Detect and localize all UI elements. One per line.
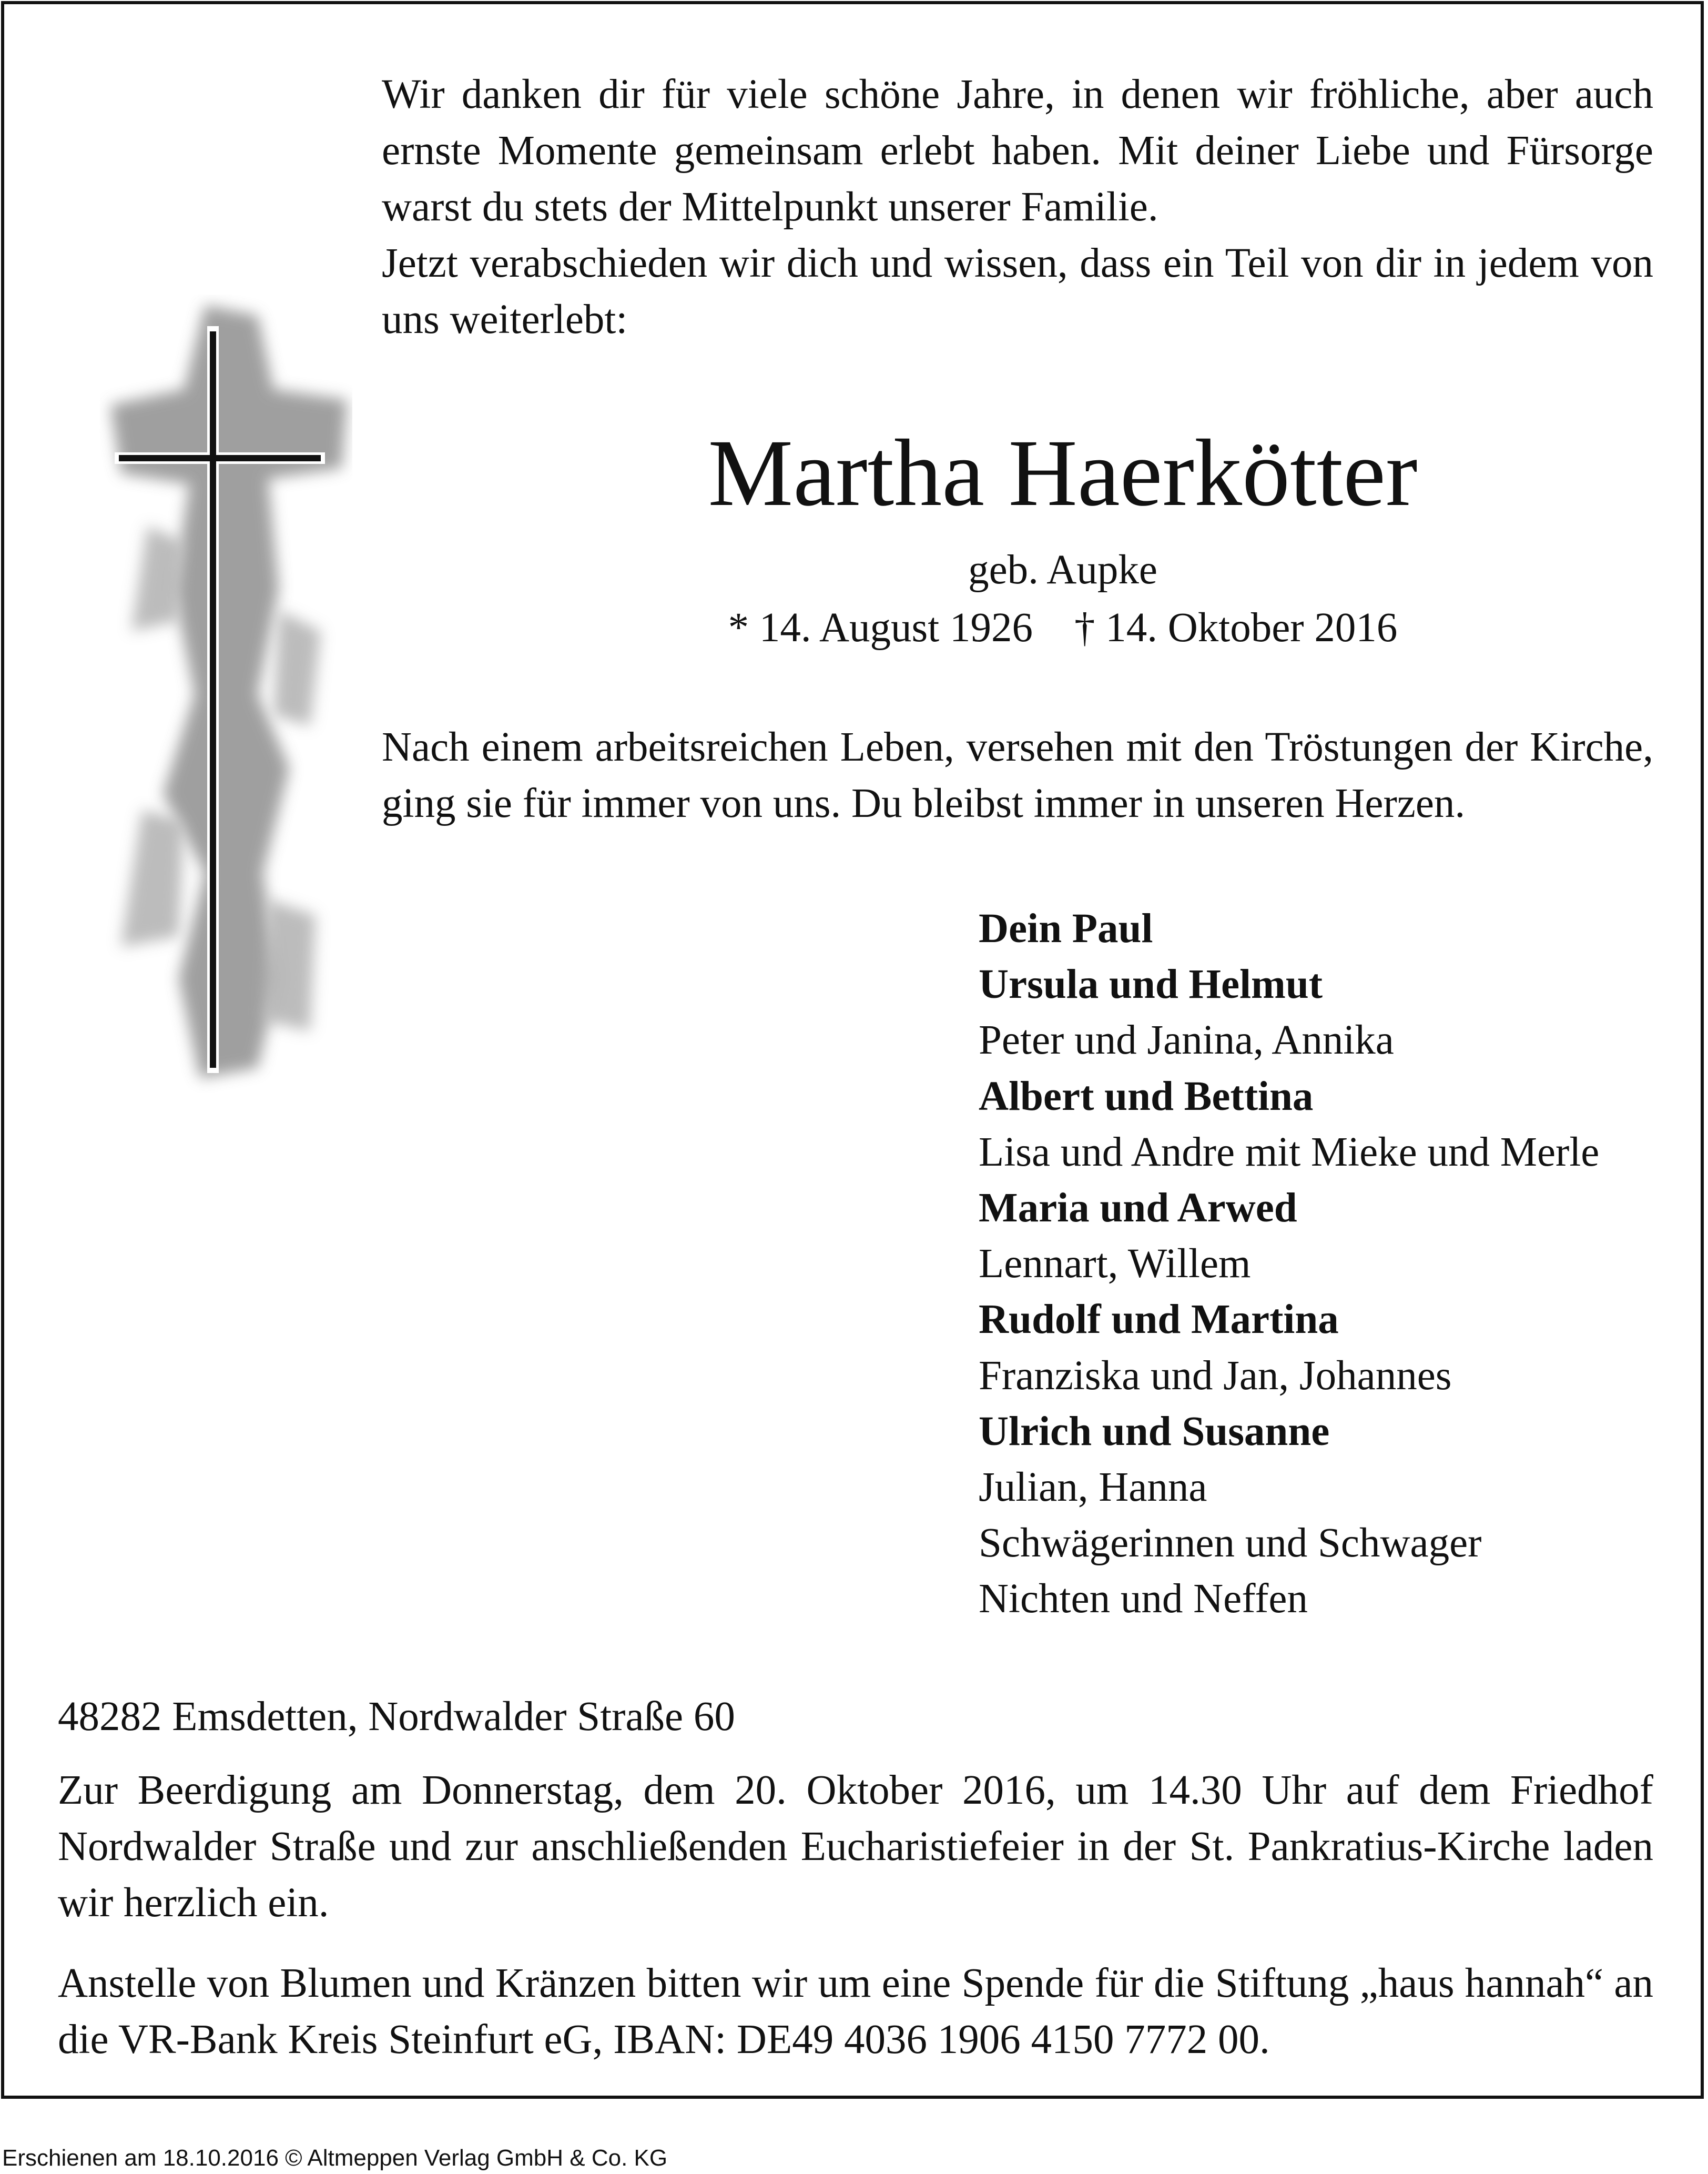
family-line: Schwägerinnen und Schwager xyxy=(979,1520,1482,1566)
family-line: Ursula und Helmut xyxy=(979,962,1323,1008)
intro-paragraph: Jetzt verabschieden wir dich und wissen, dass ein Teil von dir in jedem von uns weiterlebt: xyxy=(382,240,1653,342)
publication-footer: Erschienen am 18.10.2016 © Altmeppen Verlag GmbH & Co. KG xyxy=(2,2145,668,2171)
family-line: Peter und Janina, Annika xyxy=(979,1017,1394,1064)
funeral-info: Zur Beerdigung am Donnerstag, dem 20. Oktober 2016, um 14.30 Uhr auf dem Friedhof Nordwalder Straße und zur anschließenden Eucharistiefeier in der St. Pankratius-Kirche laden wir herzlich ein. xyxy=(58,1767,1653,1926)
intro-text xyxy=(382,66,1653,348)
family-line: Lennart, Willem xyxy=(979,1241,1251,1287)
family-line: Rudolf und Martina xyxy=(979,1297,1339,1343)
family-line: Albert und Bettina xyxy=(979,1073,1314,1119)
maiden-name: geb. Aupke xyxy=(968,547,1157,593)
cross-icon xyxy=(100,295,352,1094)
family-line: Franziska und Jan, Johannes xyxy=(979,1352,1452,1399)
donation-info: Anstelle von Blumen und Kränzen bitten wir um eine Spende für die Stiftung „haus hannah“ an die VR-Bank Kreis Steinfurt eG, IBAN: DE49 4036 1906 4150 7772 00. xyxy=(58,1960,1653,2062)
address: 48282 Emsdetten, Nordwalder Straße 60 xyxy=(58,1694,735,1740)
family-list xyxy=(979,901,1599,1627)
family-line: Nichten und Neffen xyxy=(979,1576,1308,1622)
deceased-name: Martha Haerkötter xyxy=(708,420,1418,526)
family-line: Lisa und Andre mit Mieke und Merle xyxy=(979,1129,1600,1175)
family-line: Maria und Arwed xyxy=(979,1185,1297,1231)
family-line: Dein Paul xyxy=(979,906,1153,952)
life-dates: * 14. August 1926 † 14. Oktober 2016 xyxy=(728,605,1398,651)
family-line: Julian, Hanna xyxy=(979,1464,1207,1511)
intro-paragraph: Wir danken dir für viele schöne Jahre, in denen wir fröhliche, aber auch ernste Momente gemeinsam erlebt haben. Mit deiner Liebe und Fürsorge warst du stets der Mittelpunkt unserer Familie. xyxy=(382,72,1653,230)
family-line: Ulrich und Susanne xyxy=(979,1408,1330,1454)
closing-text: Nach einem arbeitsreichen Leben, versehen mit den Tröstungen der Kirche, ging sie für immer von uns. Du bleibst immer in unseren Herzen. xyxy=(382,724,1653,826)
